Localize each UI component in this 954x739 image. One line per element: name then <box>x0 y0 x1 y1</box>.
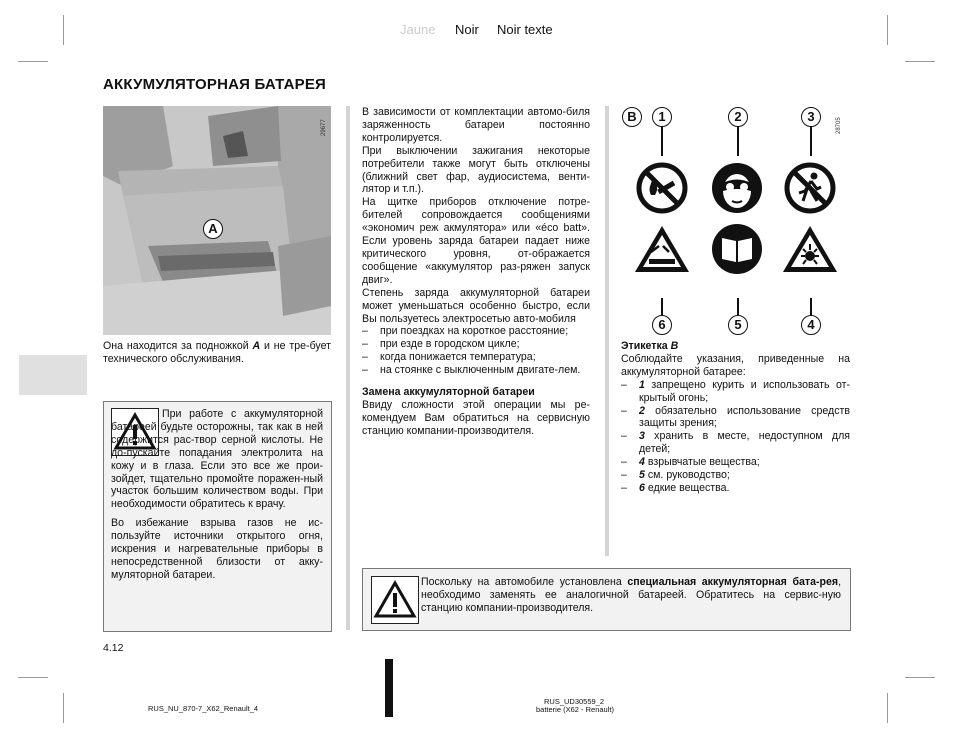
explosive-icon <box>781 224 839 274</box>
label-intro: Соблюдайте указания, приведенные на аккумуляторной батарее: <box>621 352 850 378</box>
callout-2: 2 <box>728 107 748 127</box>
list-item: – при поездках на короткое расстояние; <box>362 325 569 338</box>
battery-label-figure <box>621 106 851 340</box>
middle-para-2: При выключении зажигания некоторые потребители также могут быть отключены (ближний свет фар, аудиосистема, венти-лятор и т.п.). <box>362 144 590 196</box>
read-manual-icon <box>710 222 764 276</box>
list-item: – 2 обязательно использование средств защиты зрения; <box>621 404 850 430</box>
leader-line <box>737 298 739 315</box>
callout-3: 3 <box>801 107 821 127</box>
footer-right-line2: batterie (X62 - Renault) <box>536 705 614 714</box>
print-bar <box>385 659 393 717</box>
middle-para-5: Ввиду сложности этой операции мы ре-комендуем Вам обратиться на сервисную станцию компании-производителя. <box>362 398 590 437</box>
acid-warning-box <box>103 401 332 632</box>
list-item: – 3 хранить в месте, недоступном для детей; <box>621 430 850 456</box>
subsection-title: Замена аккумуляторной батареи <box>362 386 535 399</box>
callout-a: A <box>203 219 223 239</box>
color-label-black-text: Noir texte <box>497 22 553 37</box>
page-number: 4.12 <box>103 642 124 654</box>
label-explanation <box>621 340 850 495</box>
callout-5: 5 <box>728 315 748 335</box>
leader-line <box>810 126 812 156</box>
leader-line <box>810 298 812 315</box>
middle-column <box>362 106 590 438</box>
list-item: – 5 см. руководство; <box>621 469 730 482</box>
list-item: – на стоянке с выключенным двигате-лем. <box>362 364 581 377</box>
list-item: – 4 взрывчатые вещества; <box>621 456 760 469</box>
warning-para-2: Во избежание взрыва газов не ис-пользуйте источники открытого огня, искрения и нагревательные приборы в непосредственной близости от акку-муляторной батареи. <box>111 517 323 581</box>
list-item: – 1 запрещено курить и использовать от-крытый огонь; <box>621 378 850 404</box>
battery-replacement-warning <box>362 568 851 631</box>
color-label-yellow: Jaune <box>400 22 436 37</box>
list-item: – при езде в городском цикле; <box>362 338 520 351</box>
callout-4: 4 <box>801 315 821 335</box>
eye-protection-icon <box>710 161 764 215</box>
section-tab <box>19 355 87 395</box>
column-divider <box>605 106 609 556</box>
callout-6: 6 <box>652 315 672 335</box>
battery-location-photo <box>103 106 331 335</box>
photo-code: 29677 <box>321 119 327 136</box>
callout-b: B <box>622 107 642 127</box>
middle-para-3: На щитке приборов отключение потре-бителей сопровождается сообщениями «экономич реж акмулятора» или «éco batt». Если уровень заряда батареи падает ниже критического уровня, от-ображается сообщение «аккумулятор раз-ряжен запуск двиг». <box>362 196 590 286</box>
color-label-black: Noir <box>455 22 479 37</box>
crop-mark <box>905 677 935 678</box>
figure-code: 28705 <box>836 117 842 134</box>
warning-para-1: При работе с аккумуляторной батареей будьте осторожны, так как в ней содержится рас-твор серной кислоты. Не до-пускайте попадания электролита на кожу и в глаза. Если это все же прои-зойдет, тщательно промойте поражен-ный участок большим количеством воды. При необходимости обратитесь к врачу. <box>111 408 323 511</box>
page-title: АККУМУЛЯТОРНАЯ БАТАРЕЯ <box>103 76 327 93</box>
location-caption: Она находится за подножкой A и не тре-бует технического обслуживания. <box>103 340 331 365</box>
crop-mark <box>887 15 888 45</box>
leader-line <box>661 126 663 156</box>
middle-para-4: Степень заряда аккумуляторной батареи может уменьшаться особенно быстро, если Вы пользуетесь электросетью авто-мобиля <box>362 286 590 325</box>
warning-triangle-icon <box>371 576 419 624</box>
crop-mark <box>18 677 48 678</box>
footer-right-line1: RUS_UD30559_2 <box>544 697 605 706</box>
label-heading: Этикетка B <box>621 340 679 352</box>
footer-left: RUS_NU_870-7_X62_Renault_4 <box>148 704 259 713</box>
list-item: – 6 едкие вещества. <box>621 481 730 494</box>
list-item: – когда понижается температура; <box>362 351 536 364</box>
callout-1: 1 <box>652 107 672 127</box>
crop-mark <box>18 61 48 62</box>
leader-line <box>737 126 739 156</box>
middle-para-1: В зависимости от комплектации автомо-биля заряженность батареи постоянно контролируется. <box>362 106 590 144</box>
leader-line <box>661 298 663 315</box>
crop-mark <box>63 15 64 45</box>
column-divider <box>346 106 350 630</box>
keep-away-children-icon <box>783 161 837 215</box>
corrosive-icon <box>633 224 691 274</box>
replacement-warning-text: Поскольку на автомобиле установлена специальная аккумуляторная бата-рея, необходимо заменять ее аналогичной батареей. Обратитесь на сервис-ную станцию компании-производителя. <box>421 576 842 614</box>
crop-mark <box>887 693 888 723</box>
crop-mark <box>63 693 64 723</box>
crop-mark <box>905 61 935 62</box>
no-smoking-icon <box>635 161 689 215</box>
